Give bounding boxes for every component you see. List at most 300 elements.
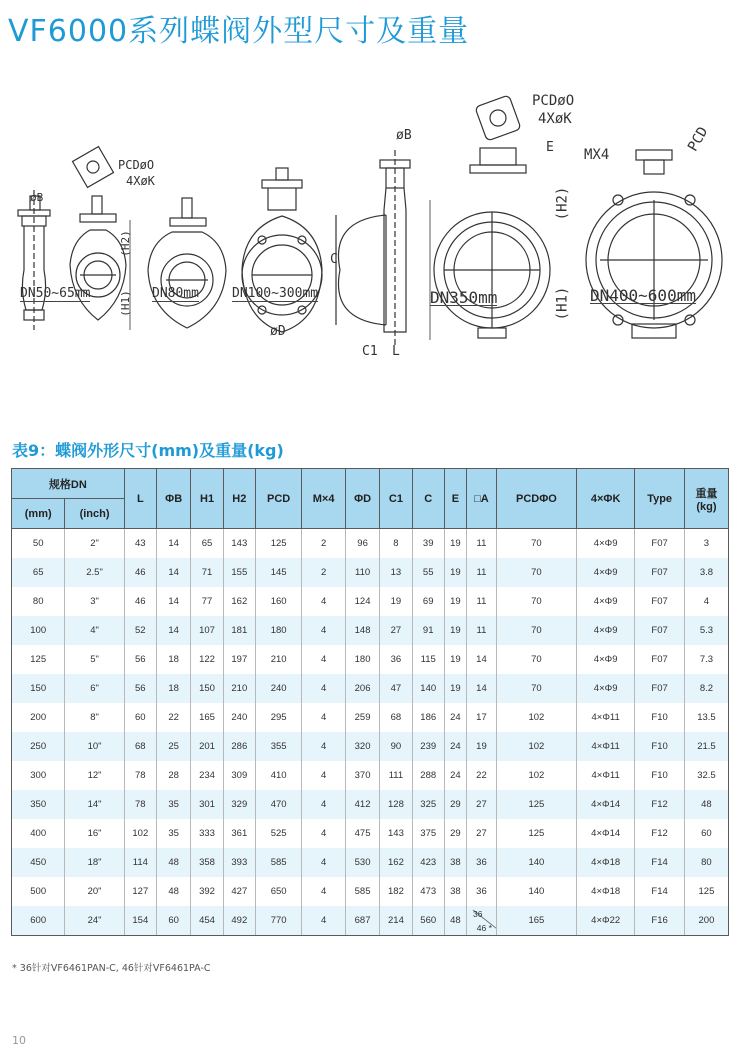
cell-c1: 182 [380, 877, 412, 906]
cell-l: 78 [124, 790, 156, 819]
cell-h1: 234 [191, 761, 223, 790]
cell-h2: 361 [223, 819, 255, 848]
asterisk-mark: * [488, 923, 492, 933]
cell-weight: 3.8 [684, 558, 728, 587]
cell-h2: 155 [223, 558, 255, 587]
label-h2-small: (H2) [118, 230, 132, 257]
cell-type: F12 [635, 819, 685, 848]
cell-type: F07 [635, 616, 685, 645]
cell-e: 19 [444, 616, 466, 645]
cell-a: 27 [467, 790, 497, 819]
cell-d: 180 [345, 645, 379, 674]
cell-h1: 77 [191, 587, 223, 616]
cell-a-dual [467, 906, 497, 936]
cell-weight: 8.2 [684, 674, 728, 703]
label-l: L [392, 344, 400, 359]
cell-l: 56 [124, 674, 156, 703]
cell-e: 24 [444, 732, 466, 761]
label-pcd: PCD [684, 124, 712, 155]
cell-c1: 27 [380, 616, 412, 645]
cell-k: 4×Φ18 [576, 877, 634, 906]
cell-mm: 300 [12, 761, 65, 790]
cell-e: 19 [444, 674, 466, 703]
cell-inch: 2.5" [65, 558, 124, 587]
cell-weight: 48 [684, 790, 728, 819]
cell-inch: 12" [65, 761, 124, 790]
cell-m: 4 [302, 616, 346, 645]
cell-pcd: 525 [255, 819, 301, 848]
cell-m: 4 [302, 848, 346, 877]
cell-mm: 350 [12, 790, 65, 819]
cell-mm: 500 [12, 877, 65, 906]
table-caption: 表9：蝶阀外形尺寸(mm)及重量(kg) [12, 441, 284, 460]
cell-b: 22 [156, 703, 190, 732]
cell-weight: 200 [684, 906, 728, 936]
cell-o: 125 [496, 819, 576, 848]
cell-h2: 143 [223, 529, 255, 559]
cell-weight: 7.3 [684, 645, 728, 674]
table-row [12, 877, 729, 906]
cell-k: 4×Φ9 [576, 587, 634, 616]
cell-type: F10 [635, 732, 685, 761]
label-mx4: MX4 [584, 147, 610, 163]
cell-m: 4 [302, 761, 346, 790]
cell-k: 4×Φ11 [576, 703, 634, 732]
cell-pcd: 470 [255, 790, 301, 819]
table-row [12, 906, 729, 936]
cell-l: 46 [124, 558, 156, 587]
cell-c1: 47 [380, 674, 412, 703]
cell-c: 473 [412, 877, 444, 906]
cell-c: 39 [412, 529, 444, 559]
label-pcd-small: PCDøO [118, 158, 155, 172]
cell-h2: 240 [223, 703, 255, 732]
cell-l: 102 [124, 819, 156, 848]
cell-mm: 65 [12, 558, 65, 587]
cell-c: 325 [412, 790, 444, 819]
cell-h1: 65 [191, 529, 223, 559]
col-header: □A [467, 469, 497, 529]
cell-o: 70 [496, 674, 576, 703]
label-c1: C1 [362, 344, 378, 359]
cell-c1: 162 [380, 848, 412, 877]
cell-d: 96 [345, 529, 379, 559]
cell-d: 320 [345, 732, 379, 761]
col-header: L [124, 469, 156, 529]
label-phib-small: øB [30, 191, 44, 204]
dn80-view [148, 198, 226, 328]
cell-pcd: 355 [255, 732, 301, 761]
col-header: PCDΦO [496, 469, 576, 529]
cell-c1: 68 [380, 703, 412, 732]
cell-m: 2 [302, 529, 346, 559]
cell-b: 25 [156, 732, 190, 761]
cell-c: 423 [412, 848, 444, 877]
cell-d: 687 [345, 906, 379, 936]
table-row [12, 558, 729, 587]
cell-h1: 358 [191, 848, 223, 877]
cell-mm: 100 [12, 616, 65, 645]
cell-c1: 214 [380, 906, 412, 936]
cell-inch: 5" [65, 645, 124, 674]
dn400-600-front-view [584, 147, 722, 338]
col-header: 4×ΦK [576, 469, 634, 529]
cell-m: 4 [302, 906, 346, 936]
cell-mm: 400 [12, 819, 65, 848]
table-body [12, 529, 729, 936]
cell-o: 102 [496, 761, 576, 790]
cell-c: 140 [412, 674, 444, 703]
cell-inch: 3" [65, 587, 124, 616]
cell-e: 38 [444, 848, 466, 877]
cell-inch: 24" [65, 906, 124, 936]
dn350-side-view [380, 150, 410, 345]
cell-k: 4×Φ18 [576, 848, 634, 877]
cell-b: 35 [156, 819, 190, 848]
cell-m: 4 [302, 674, 346, 703]
cell-h2: 309 [223, 761, 255, 790]
cell-k: 4×Φ9 [576, 674, 634, 703]
cell-type: F14 [635, 848, 685, 877]
cell-h2: 162 [223, 587, 255, 616]
cell-c1: 8 [380, 529, 412, 559]
cell-m: 4 [302, 732, 346, 761]
cell-pcd: 585 [255, 848, 301, 877]
cell-h1: 71 [191, 558, 223, 587]
weight-unit: (kg) [696, 500, 717, 513]
col-header: M×4 [302, 469, 346, 529]
weight-label: 重量 [695, 487, 718, 500]
cell-type: F07 [635, 529, 685, 559]
cell-mm: 250 [12, 732, 65, 761]
cell-b: 14 [156, 558, 190, 587]
cell-a: 11 [467, 529, 497, 559]
mm-header: (mm) [12, 499, 65, 529]
cell-mm: 150 [12, 674, 65, 703]
label-holes-large: 4XøK [538, 111, 572, 127]
cell-c: 239 [412, 732, 444, 761]
cell-b: 14 [156, 616, 190, 645]
cell-m: 4 [302, 819, 346, 848]
cell-e: 24 [444, 761, 466, 790]
dn100-300-view [242, 168, 322, 332]
cell-h2: 210 [223, 674, 255, 703]
cell-h1: 165 [191, 703, 223, 732]
cell-pcd: 210 [255, 645, 301, 674]
cell-b: 14 [156, 529, 190, 559]
cell-l: 68 [124, 732, 156, 761]
cell-o: 102 [496, 703, 576, 732]
cell-e: 48 [444, 906, 466, 936]
cell-d: 148 [345, 616, 379, 645]
cell-a: 36 [467, 877, 497, 906]
cell-mm: 200 [12, 703, 65, 732]
cell-o: 140 [496, 877, 576, 906]
cell-e: 19 [444, 587, 466, 616]
cell-weight: 3 [684, 529, 728, 559]
cell-l: 154 [124, 906, 156, 936]
table-row [12, 732, 729, 761]
cell-weight: 5.3 [684, 616, 728, 645]
cell-d: 259 [345, 703, 379, 732]
cell-k: 4×Φ11 [576, 732, 634, 761]
cell-o: 102 [496, 732, 576, 761]
col-header: E [444, 469, 466, 529]
cell-mm: 80 [12, 587, 65, 616]
cell-d: 412 [345, 790, 379, 819]
cell-type: F16 [635, 906, 685, 936]
cell-weight: 4 [684, 587, 728, 616]
cell-l: 52 [124, 616, 156, 645]
cell-c1: 19 [380, 587, 412, 616]
col-header: C [412, 469, 444, 529]
label-dn50-65: DN50~65mm [20, 286, 91, 301]
cell-c1: 143 [380, 819, 412, 848]
disc-side-view [336, 215, 386, 325]
cell-inch: 8" [65, 703, 124, 732]
cell-b: 18 [156, 645, 190, 674]
cell-pcd: 770 [255, 906, 301, 936]
cell-k: 4×Φ14 [576, 790, 634, 819]
cell-a: 22 [467, 761, 497, 790]
footnote: * 36针对VF6461PAN-C, 46针对VF6461PA-C [12, 963, 211, 974]
cell-weight: 125 [684, 877, 728, 906]
cell-a: 27 [467, 819, 497, 848]
cell-a: 36 [467, 848, 497, 877]
cell-a-top: 36 [473, 909, 483, 919]
weight-header [684, 469, 728, 529]
cell-h1: 333 [191, 819, 223, 848]
cell-b: 35 [156, 790, 190, 819]
cell-k: 4×Φ9 [576, 529, 634, 559]
label-holes-small: 4XøK [126, 174, 155, 188]
label-dn80: DN80mm [152, 286, 199, 301]
inch-header: (inch) [65, 499, 124, 529]
cell-c: 55 [412, 558, 444, 587]
label-e: E [546, 140, 554, 155]
cell-h2: 329 [223, 790, 255, 819]
cell-pcd: 650 [255, 877, 301, 906]
cell-h2: 393 [223, 848, 255, 877]
cell-d: 370 [345, 761, 379, 790]
cell-a-bottom [477, 923, 492, 933]
page-number: 10 [12, 1034, 26, 1047]
cell-b: 60 [156, 906, 190, 936]
cell-o: 125 [496, 790, 576, 819]
table-row [12, 616, 729, 645]
cell-c1: 13 [380, 558, 412, 587]
cell-e: 19 [444, 529, 466, 559]
cell-pcd: 240 [255, 674, 301, 703]
cell-a-bottom-value: 46 [476, 923, 487, 933]
cell-d: 110 [345, 558, 379, 587]
cell-h2: 492 [223, 906, 255, 936]
cell-m: 4 [302, 790, 346, 819]
table-row [12, 587, 729, 616]
cell-type: F14 [635, 877, 685, 906]
cell-pcd: 125 [255, 529, 301, 559]
cell-d: 206 [345, 674, 379, 703]
cell-e: 19 [444, 645, 466, 674]
label-phib-large: øB [396, 128, 412, 143]
table-header [12, 469, 729, 529]
cell-type: F07 [635, 587, 685, 616]
cell-k: 4×Φ9 [576, 645, 634, 674]
cell-o: 70 [496, 616, 576, 645]
dn50-top-flange [73, 147, 114, 188]
cell-pcd: 180 [255, 616, 301, 645]
table-row [12, 848, 729, 877]
cell-inch: 18" [65, 848, 124, 877]
cell-m: 4 [302, 587, 346, 616]
table-row [12, 645, 729, 674]
cell-h1: 150 [191, 674, 223, 703]
cell-k: 4×Φ9 [576, 558, 634, 587]
cell-mm: 125 [12, 645, 65, 674]
cell-e: 38 [444, 877, 466, 906]
cell-c: 115 [412, 645, 444, 674]
cell-d: 530 [345, 848, 379, 877]
cell-weight: 80 [684, 848, 728, 877]
label-h1-small: (H1) [118, 290, 132, 317]
valve-drawings [0, 70, 750, 390]
table-row [12, 819, 729, 848]
cell-h2: 181 [223, 616, 255, 645]
col-header: C1 [380, 469, 412, 529]
cell-e: 29 [444, 790, 466, 819]
cell-k: 4×Φ11 [576, 761, 634, 790]
table-row [12, 674, 729, 703]
dn50-side-view [18, 190, 50, 330]
cell-weight: 21.5 [684, 732, 728, 761]
cell-m: 4 [302, 877, 346, 906]
cell-l: 78 [124, 761, 156, 790]
cell-b: 48 [156, 848, 190, 877]
cell-pcd: 160 [255, 587, 301, 616]
cell-c1: 36 [380, 645, 412, 674]
cell-m: 4 [302, 645, 346, 674]
cell-o: 165 [496, 906, 576, 936]
cell-inch: 20" [65, 877, 124, 906]
cell-h1: 392 [191, 877, 223, 906]
cell-c1: 90 [380, 732, 412, 761]
cell-inch: 4" [65, 616, 124, 645]
cell-type: F07 [635, 558, 685, 587]
cell-b: 18 [156, 674, 190, 703]
cell-l: 60 [124, 703, 156, 732]
col-header: PCD [255, 469, 301, 529]
label-pcd-large: PCDøO [532, 93, 575, 109]
cell-b: 48 [156, 877, 190, 906]
cell-type: F12 [635, 790, 685, 819]
page-title: VF6000系列蝶阀外型尺寸及重量 [8, 14, 470, 49]
table-row [12, 703, 729, 732]
cell-l: 114 [124, 848, 156, 877]
col-header: H1 [191, 469, 223, 529]
cell-e: 24 [444, 703, 466, 732]
table-row [12, 761, 729, 790]
cell-h1: 201 [191, 732, 223, 761]
cell-m: 4 [302, 703, 346, 732]
table-row [12, 529, 729, 559]
col-header: ΦB [156, 469, 190, 529]
cell-o: 70 [496, 645, 576, 674]
cell-o: 140 [496, 848, 576, 877]
col-header: Type [635, 469, 685, 529]
cell-pcd: 410 [255, 761, 301, 790]
cell-mm: 50 [12, 529, 65, 559]
cell-c1: 128 [380, 790, 412, 819]
cell-a: 11 [467, 587, 497, 616]
cell-h1: 122 [191, 645, 223, 674]
cell-c1: 111 [380, 761, 412, 790]
cell-a: 11 [467, 616, 497, 645]
cell-a: 11 [467, 558, 497, 587]
cell-d: 124 [345, 587, 379, 616]
label-phid: øD [270, 324, 286, 339]
cell-inch: 6" [65, 674, 124, 703]
cell-mm: 450 [12, 848, 65, 877]
cell-o: 70 [496, 587, 576, 616]
cell-c: 186 [412, 703, 444, 732]
cell-l: 56 [124, 645, 156, 674]
cell-pcd: 295 [255, 703, 301, 732]
cell-h1: 454 [191, 906, 223, 936]
label-h2-large: (H2) [554, 186, 571, 221]
cell-c: 69 [412, 587, 444, 616]
label-c: C [330, 252, 338, 267]
label-dn400-600: DN400~600mm [590, 286, 696, 305]
cell-type: F10 [635, 703, 685, 732]
cell-k: 4×Φ14 [576, 819, 634, 848]
cell-a: 19 [467, 732, 497, 761]
cell-o: 70 [496, 558, 576, 587]
cell-inch: 2" [65, 529, 124, 559]
col-header: H2 [223, 469, 255, 529]
cell-e: 19 [444, 558, 466, 587]
cell-h2: 286 [223, 732, 255, 761]
cell-h2: 427 [223, 877, 255, 906]
cell-type: F10 [635, 761, 685, 790]
cell-l: 43 [124, 529, 156, 559]
cell-weight: 32.5 [684, 761, 728, 790]
cell-weight: 13.5 [684, 703, 728, 732]
cell-pcd: 145 [255, 558, 301, 587]
cell-k: 4×Φ22 [576, 906, 634, 936]
cell-b: 28 [156, 761, 190, 790]
cell-k: 4×Φ9 [576, 616, 634, 645]
cell-a: 17 [467, 703, 497, 732]
cell-c: 560 [412, 906, 444, 936]
cell-type: F07 [635, 674, 685, 703]
cell-a: 14 [467, 674, 497, 703]
cell-h2: 197 [223, 645, 255, 674]
label-h1-large: (H1) [554, 286, 571, 321]
cell-a: 14 [467, 645, 497, 674]
dimension-table [11, 468, 729, 936]
spec-header: 规格DN [12, 469, 125, 499]
cell-c: 91 [412, 616, 444, 645]
cell-m: 2 [302, 558, 346, 587]
cell-c: 288 [412, 761, 444, 790]
table-row [12, 790, 729, 819]
label-dn100-300: DN100~300mm [232, 286, 319, 301]
cell-mm: 600 [12, 906, 65, 936]
cell-inch: 10" [65, 732, 124, 761]
label-dn350: DN350mm [430, 288, 498, 307]
cell-weight: 60 [684, 819, 728, 848]
cell-h1: 301 [191, 790, 223, 819]
